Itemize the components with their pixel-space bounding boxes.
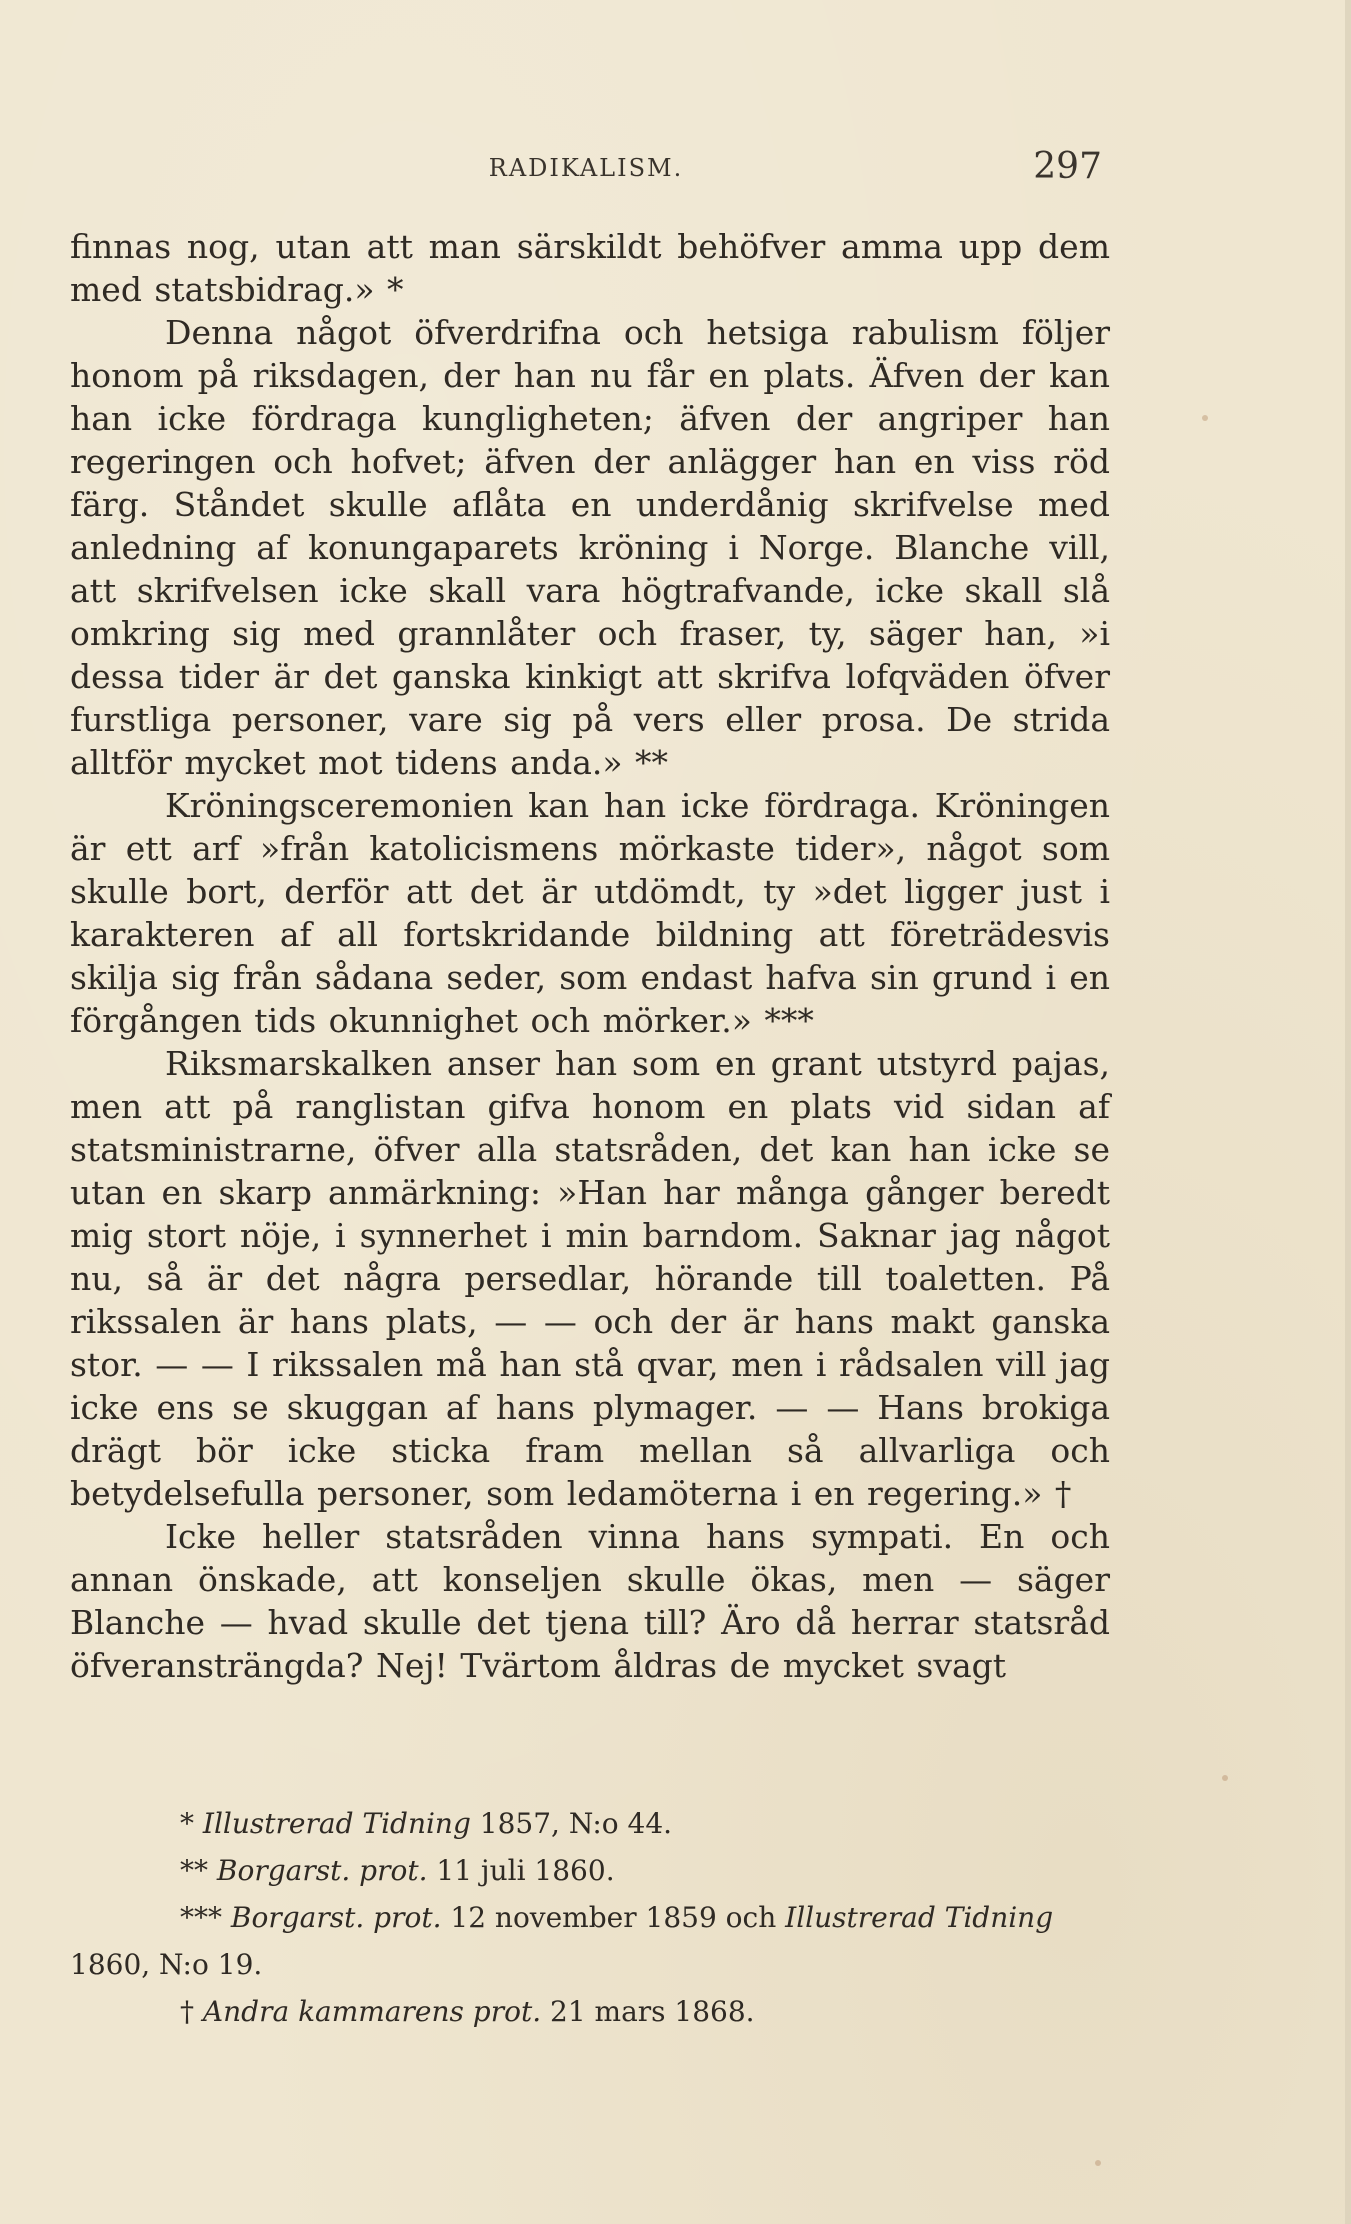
paragraph: Denna något öfverdrifna och hetsiga rabulism följer honom på riksdagen, der han nu får en plats. Äfven der kan han icke fördraga kungligheten; äfven der angriper han regeringen och hofvet; äfven der anlägger han en viss röd färg. Ståndet skulle aflåta en underdånig skrifvelse med anledning af konungaparets kröning i Norge. Blanche vill, att skrifvelsen icke skall vara högtrafvande, icke skall slå omkring sig med grannlåter och fraser, ty, säger han, »i dessa tider är det ganska kinkigt att skrifva lofqväden öfver furstliga personer, vare sig på vers eller prosa. De strida alltför mycket mot tidens anda.» ** (70, 313, 1110, 782)
paragraph: finnas nog, utan att man särskildt behöfver amma upp dem med statsbidrag.» * (70, 227, 1110, 309)
running-head: RADIKALISM. (488, 154, 684, 182)
footnote (70, 1847, 1110, 1894)
footnote-detail: 11 juli 1860. (436, 1854, 615, 1887)
footnote (70, 1800, 1110, 1847)
paper-spot (1222, 1775, 1228, 1781)
paper-spot (1202, 415, 1208, 421)
footnote (70, 1894, 1110, 1988)
footnote-source: Andra kammarens prot. (202, 1995, 542, 2028)
footnote-source: Illustrerad Tidning (202, 1807, 471, 1840)
page-number: 297 (1033, 146, 1102, 187)
footnote-mark: † (180, 1995, 194, 2028)
footnote-mark: *** (180, 1901, 222, 1934)
footnote-source: Borgarst. prot. (216, 1854, 428, 1887)
footnote-detail: 12 november 1859 och (450, 1901, 777, 1934)
body-text (70, 225, 1110, 1687)
footnote-detail: 21 mars 1868. (550, 1995, 755, 2028)
footnote-detail-second: 1860, N:o 19. (70, 1948, 263, 1981)
footnotes (70, 1800, 1110, 2035)
footnote-mark: * (180, 1807, 194, 1840)
footnote (70, 1988, 1110, 2035)
footnote-source-second: Illustrerad Tidning (785, 1901, 1054, 1934)
footnote-source: Borgarst. prot. (230, 1901, 442, 1934)
footnote-mark: ** (180, 1854, 208, 1887)
page-edge (1345, 0, 1351, 2224)
paragraph: Riksmarskalken anser han som en grant utstyrd pajas, men att på ranglistan gifva honom en plats vid sidan af statsministrarne, öfver alla statsråden, det kan han icke se utan en skarp anmärkning: »Han har många gånger beredt mig stort nöje, i synnerhet i min barndom. Saknar jag något nu, så är det några persedlar, hörande till toaletten. På rikssalen är hans plats, — — och der är hans makt ganska stor. — — I rikssalen må han stå qvar, men i rådsalen vill jag icke ens se skuggan af hans plymager. — — Hans brokiga drägt bör icke sticka fram mellan så allvarliga och betydelsefulla personer, som ledamöterna i en regering.» † (70, 1044, 1110, 1513)
footnote-detail: 1857, N:o 44. (479, 1807, 673, 1840)
paragraph: Icke heller statsråden vinna hans sympati. En och annan önskade, att konseljen skulle ökas, men — säger Blanche — hvad skulle det tjena till? Äro då herrar statsråd öfveransträngda? Nej! Tvärtom åldras de mycket svagt (70, 1517, 1110, 1685)
paragraph: Kröningsceremonien kan han icke fördraga. Kröningen är ett arf »från katolicismens mörkaste tider», något som skulle bort, derför att det är utdömdt, ty »det ligger just i karakteren af all fortskridande bildning att företrädesvis skilja sig från sådana seder, som endast hafva sin grund i en förgången tids okunnighet och mörker.» *** (70, 786, 1110, 1040)
page-header (70, 146, 1102, 194)
paper-spot (1095, 2160, 1101, 2166)
